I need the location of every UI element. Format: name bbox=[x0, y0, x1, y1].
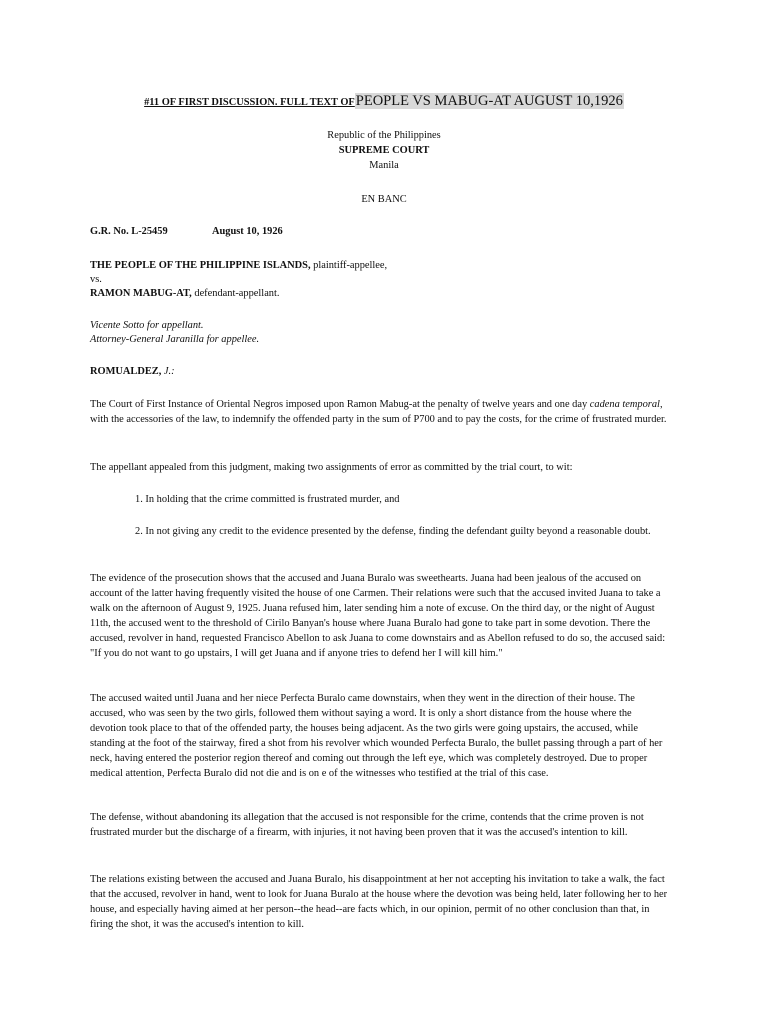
versus: vs. bbox=[90, 274, 102, 285]
assignment-item-2: 2. In not giving any credit to the evidence presented by the defense, finding the defendant guilty beyond a reasonable doubt. bbox=[135, 526, 651, 537]
supreme-court-line: SUPREME COURT bbox=[338, 145, 430, 156]
ponente-title: J.: bbox=[161, 366, 175, 377]
assignment-item-1: 1. In holding that the crime committed is frustrated murder, and bbox=[135, 494, 400, 505]
heading-of: OF bbox=[337, 97, 355, 108]
defendant-line bbox=[90, 286, 670, 301]
paragraph-1 bbox=[90, 397, 670, 427]
counsel-appellee: Attorney-General Jaranilla for appellee. bbox=[90, 334, 260, 345]
paragraph-1-temporal: temporal bbox=[622, 399, 660, 410]
republic-line: Republic of the Philippines bbox=[327, 130, 441, 141]
plaintiff-role: plaintiff-appellee, bbox=[310, 260, 388, 271]
plaintiff-line bbox=[90, 258, 670, 273]
heading-title: PEOPLE VS MABUG-AT AUGUST 10,1926 bbox=[355, 93, 623, 109]
heading-prefix: #11 OF FIRST DISCUSSION. FULL TEXT bbox=[144, 97, 338, 108]
paragraph-5: The defense, without abandoning its allegation that the accused is not responsible for the crime, contends that the crime proven is not frustrated murder but the discharge of a firearm, with injuries, it not having been proven that it was the accused's intention to kill. bbox=[90, 812, 644, 838]
paragraph-1-text-a: The Court of First Instance of Oriental Negros imposed upon Ramon Mabug-at the penalty of twelve years and one day bbox=[90, 399, 590, 410]
decision-date: August 10, 1926 bbox=[212, 226, 283, 237]
ponente-line bbox=[90, 364, 670, 379]
paragraph-2: The appellant appealed from this judgment, making two assignments of error as committed by the trial court, to wit: bbox=[90, 462, 573, 473]
paragraph-4: The accused waited until Juana and her niece Perfecta Buralo came downstairs, when they went in the direction of their house. The accused, who was seen by the two girls, followed them without saying a word. It is only a short distance from the house where the devotion took place to that of the offended party, the houses being adjacent. As the two girls were going upstairs, the accused, while standing at the foot of the stairway, fired a shot from his revolver which wounded Perfecta Buralo, the bullet passing through a part of her neck, having entered the posterior region thereof and coming out through the left eye, which was completely destroyed. Due to proper medical attention, Perfecta Buralo did not die and is on e of the witnesses who testified at the trial of this case. bbox=[90, 693, 663, 779]
document-heading bbox=[0, 94, 768, 110]
defendant-name: RAMON MABUG-AT, bbox=[90, 288, 192, 299]
gr-number: G.R. No. L-25459 bbox=[90, 226, 168, 237]
paragraph-1-cadena: cadena bbox=[589, 399, 620, 410]
paragraph-3: The evidence of the prosecution shows that the accused and Juana Buralo was sweethearts. Juana had been jealous of the accused on account of the latter having frequently visited the house of one Carmen. Their relations were such that the accused invited Juana to take a walk on the afternoon of August 9, 1925. Juana refused him, later sending him a note of excuse. On the third day, or the night of August 11th, the accused went to the threshold of Cirilo Banyan's house where Juana Buralo had gone to take part in some devotion. There the accused, revolver in hand, requested Francisco Abellon to ask Juana to come downstairs and as Abellon refused to do so, the accused said: "If you do not want to go upstairs, I will get Juana and if anyone tries to defend her I will kill him." bbox=[90, 573, 666, 659]
division-line: EN BANC bbox=[361, 194, 407, 205]
plaintiff-name: THE PEOPLE OF THE PHILIPPINE ISLANDS, bbox=[90, 260, 311, 271]
ponente-name: ROMUALDEZ, bbox=[90, 366, 162, 377]
paragraph-6: The relations existing between the accused and Juana Buralo, his disappointment at her not accepting his invitation to take a walk, the fact that the accused, revolver in hand, went to look for Juana Buralo at the house where the devotion was being held, later following her to her house, and especially having aimed at her person--the head--are facts which, in our opinion, permit of no other conclusion than that, in firing the shot, it was the accused's intention to kill. bbox=[90, 874, 668, 930]
city-line: Manila bbox=[369, 160, 399, 171]
paragraph-1-text-b: , with the accessories of the law, to indemnify the offended party in the sum of P700 and to pay the costs, for the crime of frustrated murder. bbox=[90, 399, 667, 425]
counsel-appellant: Vicente Sotto for appellant. bbox=[90, 320, 204, 331]
defendant-role: defendant-appellant. bbox=[191, 288, 280, 299]
